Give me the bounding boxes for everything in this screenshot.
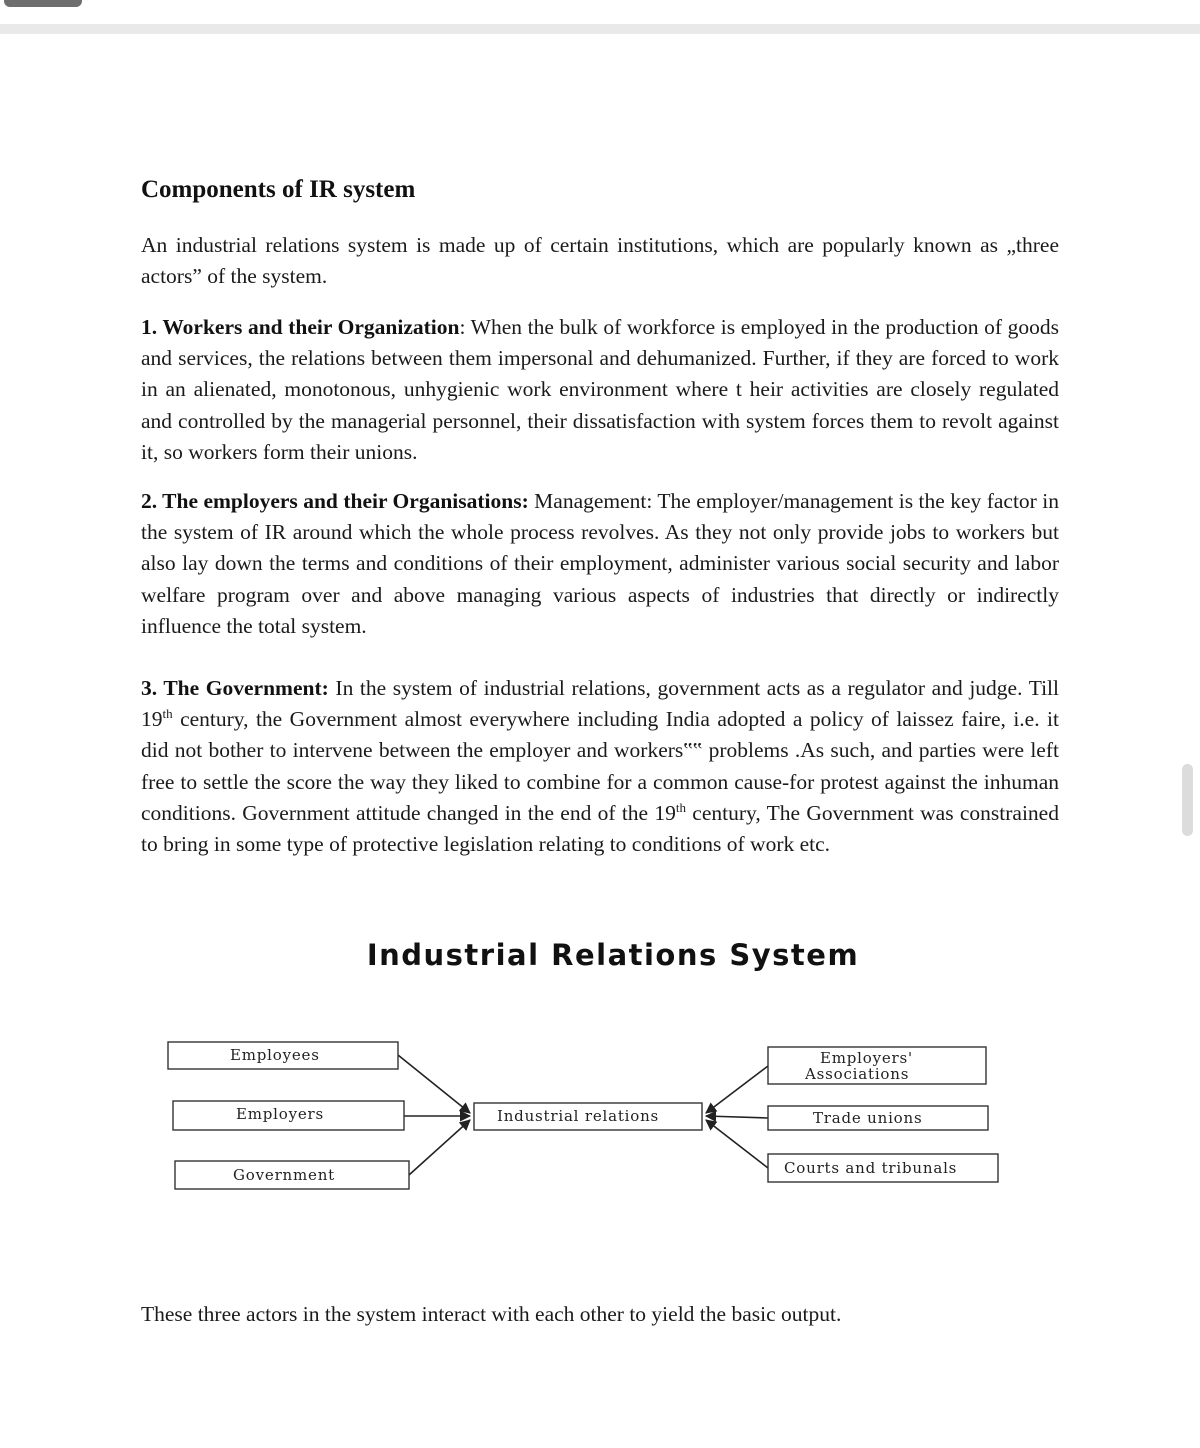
connector-courts — [706, 1120, 768, 1168]
label-courts-tribunals: Courts and tribunals — [784, 1159, 958, 1177]
government-text-b: century, the Government almost everywhere including India adopted a policy of laissez faire, i.e. it did not bother to intervene between the employer and workers‟‟ problems .As such, and parties were left free to settle the score the way they liked to combine for a common cause-for protest against the inhuman conditions. Government attitude changed in the end of the 19 — [141, 707, 1059, 825]
diagram-title: Industrial Relations System — [366, 938, 860, 972]
label-associations: Associations — [805, 1065, 910, 1083]
page-heading: Components of IR system — [141, 176, 416, 203]
government-text-c: century, The Government was constrained to bring in some type of protective legislation relating to conditions of work etc. — [141, 800, 1059, 857]
label-government: Government — [233, 1166, 335, 1184]
government-title: 3. The Government: — [141, 676, 329, 700]
label-employers: Employers — [236, 1105, 325, 1123]
employers-title: 2. The employers and their Organisations: — [141, 489, 529, 513]
label-employees: Employees — [230, 1046, 320, 1064]
connector-associations — [706, 1066, 768, 1113]
intro-paragraph: An industrial relations system is made up of certain institutions, which are popularly known as „three actors” of the system. — [141, 233, 1059, 289]
label-trade-unions: Trade unions — [813, 1109, 923, 1127]
label-employers-prime: Employers' — [820, 1049, 913, 1067]
employers-text: Management: The employer/management is the key factor in the system of IR around which the whole process revolves. As they not only provide jobs to workers but also lay down the terms and conditions of their employment, administer various social security and labor welfare program over and above managing various aspects of industries that directly or indirectly influence the total system. — [141, 489, 1059, 638]
connector-trade-unions — [706, 1116, 768, 1118]
label-industrial-relations: Industrial relations — [497, 1107, 660, 1125]
workers-text: : When the bulk of workforce is employed in the production of goods and services, the relations between them impersonal and dehumanized. Further, if they are forced to work in an alienated, monotonous, unhygienic work environment where t heir activities are closely regulated and controlled by the managerial personnel, their dissatisfaction with system forces them to revolt against it, so workers form their unions. — [141, 315, 1059, 464]
government-text-a: In the system of industrial relations, government acts as a regulator and judge. Till 19 — [141, 676, 1059, 732]
workers-title: 1. Workers and their Organization — [141, 315, 460, 339]
connector-employees — [398, 1055, 470, 1113]
closing-paragraph: These three actors in the system interact with each other to yield the basic output. — [141, 1302, 842, 1326]
connector-government — [409, 1120, 470, 1175]
government-sup-b: th — [675, 799, 687, 815]
government-sup-a: th — [162, 706, 173, 722]
